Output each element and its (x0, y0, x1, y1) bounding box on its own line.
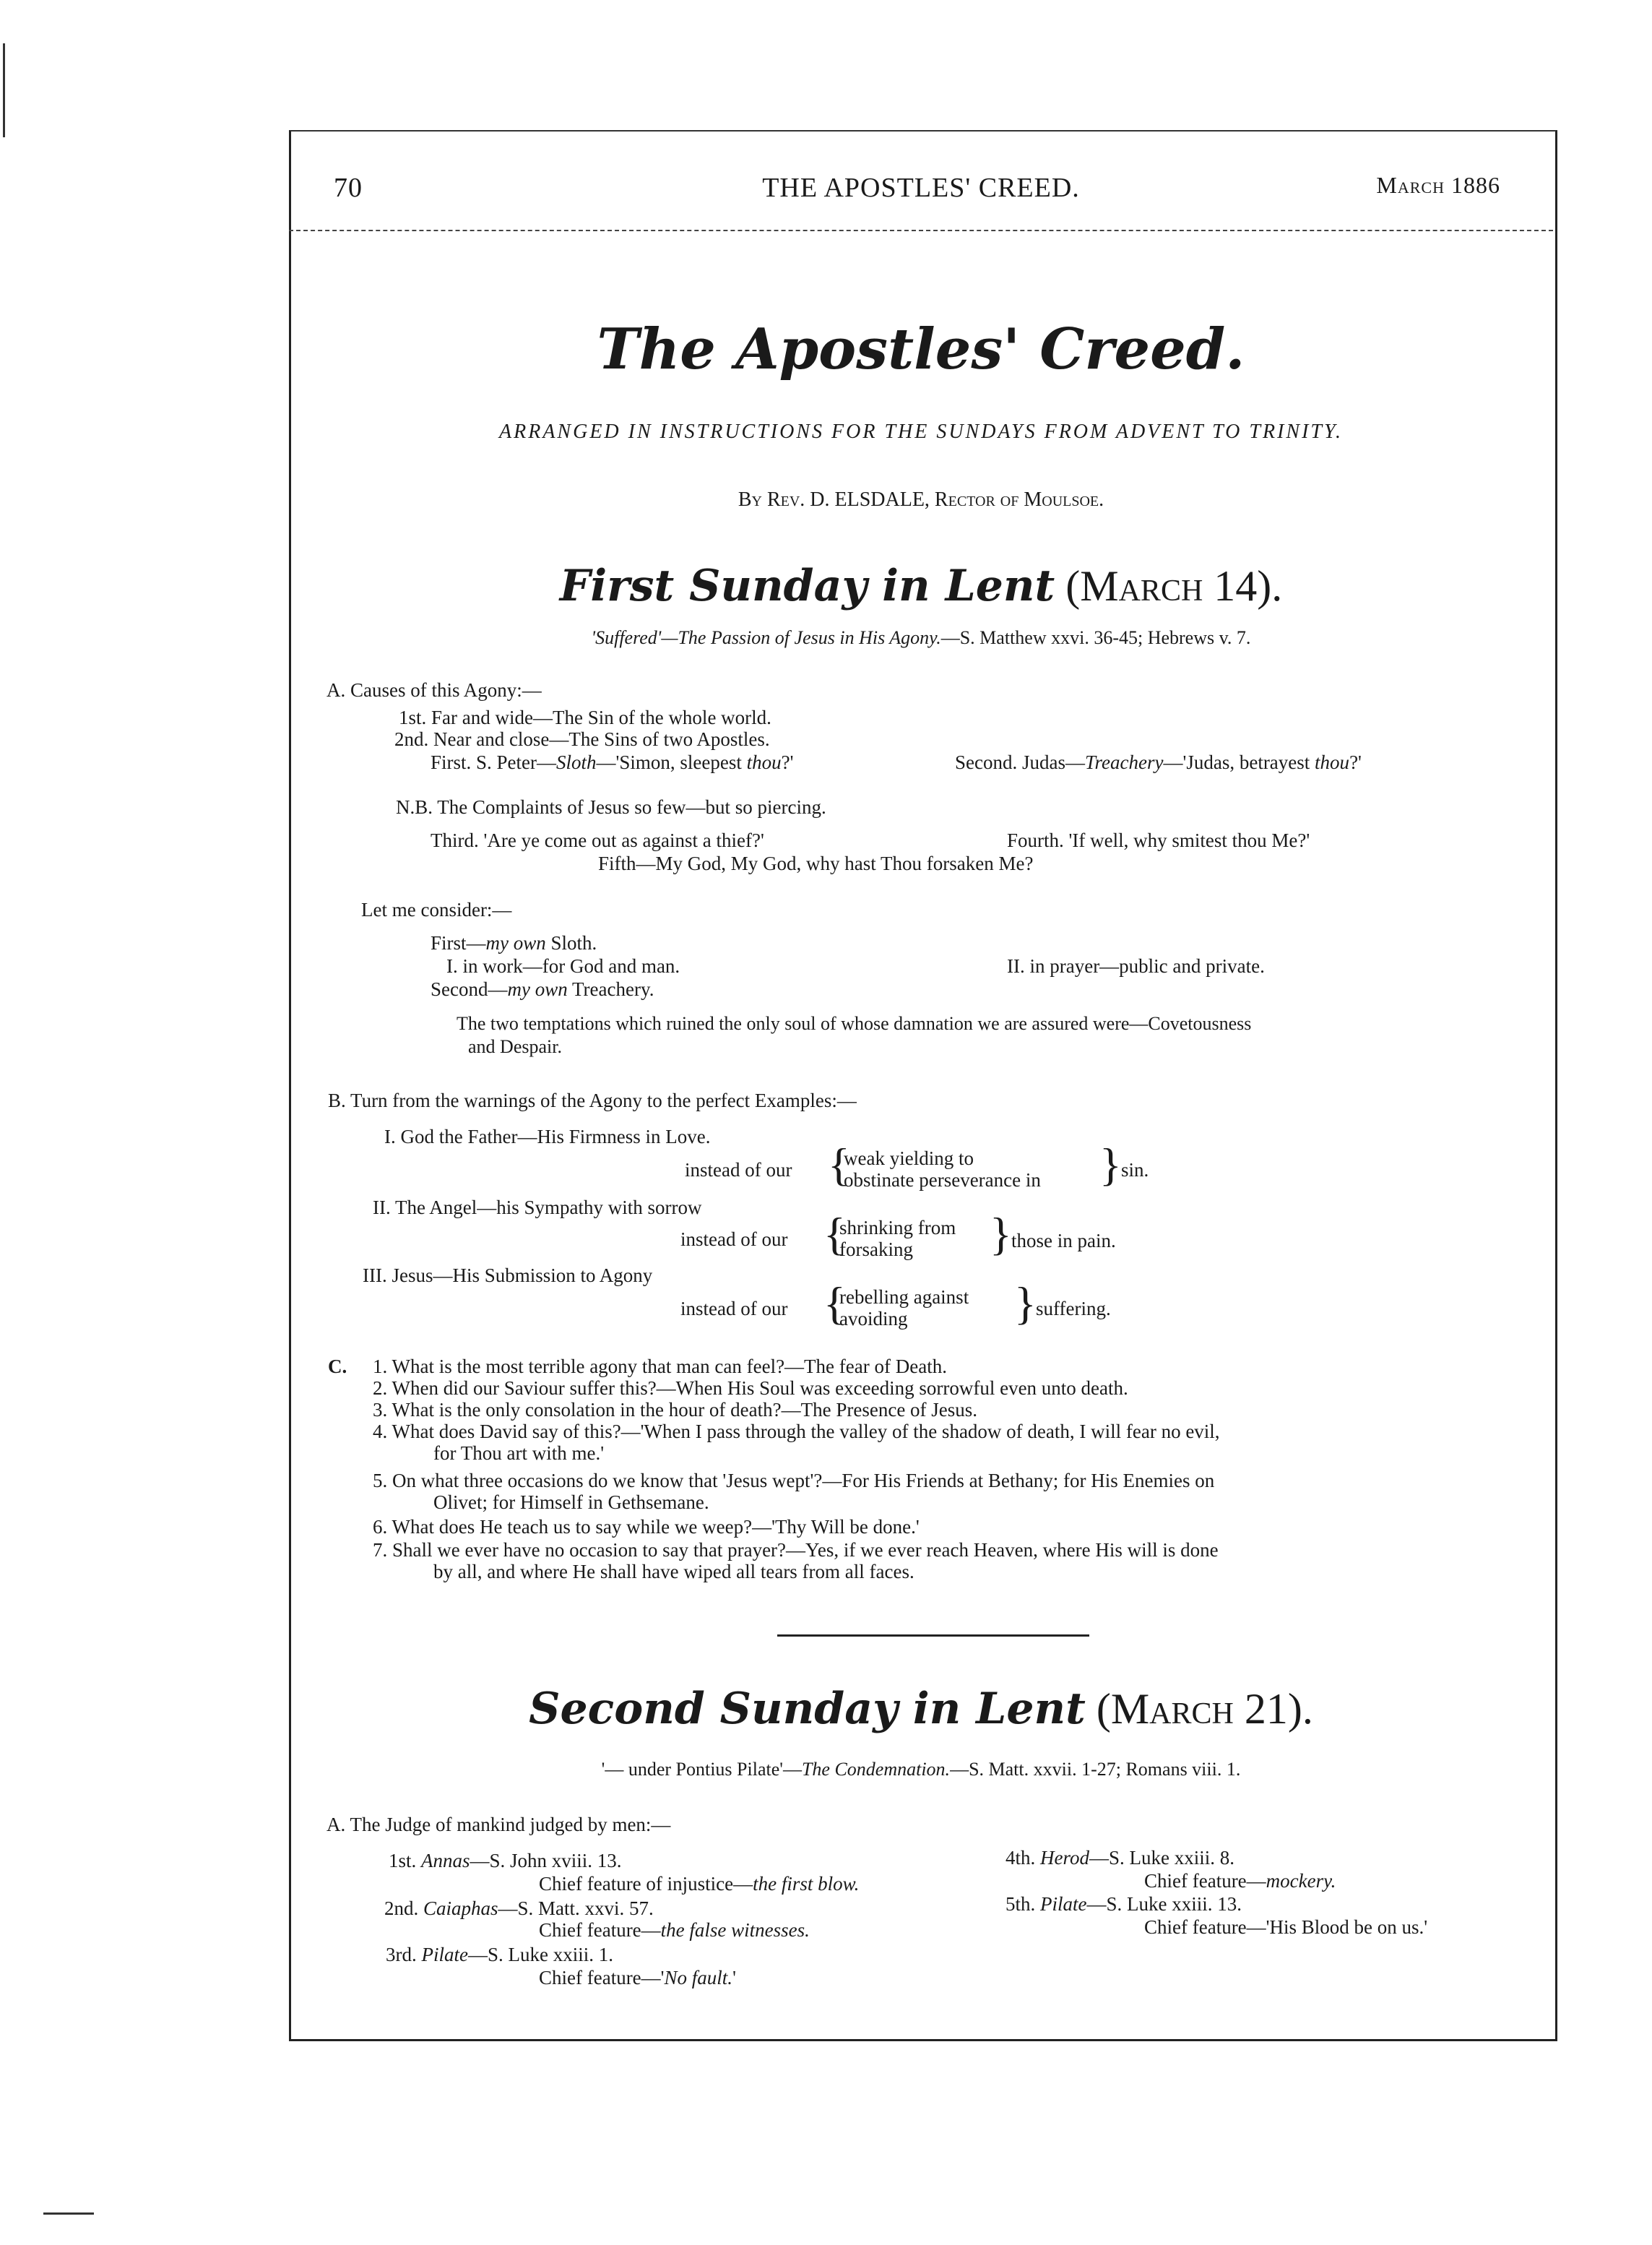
judge-2-feature: Chief feature—the false witnesses. (539, 1919, 810, 1941)
b1-object: sin. (1121, 1159, 1149, 1181)
consider-second: Second—my own Treachery. (431, 978, 654, 1000)
question-7: 7. Shall we ever have no occasion to say that prayer?—Yes, if we ever reach Heaven, where His will is done (373, 1539, 1219, 1561)
page-number: 70 (334, 173, 363, 203)
section-name: Second Sunday in Lent (529, 1684, 1086, 1734)
question-3: 3. What is the only consolation in the hour of death?—The Presence of Jesus. (373, 1399, 978, 1421)
b3-option-top: rebelling against (839, 1286, 969, 1308)
b-item-1: I. God the Father—His Firmness in Love. (384, 1126, 711, 1147)
question-1: 1. What is the most terrible agony that man can feel?—The fear of Death. (373, 1356, 947, 1377)
epigraph-subject: The Passion of Jesus in His Agony. (678, 627, 941, 648)
judge-1-feature: Chief feature of injustice—the first blow. (539, 1873, 860, 1895)
right-brace: } (1099, 1139, 1122, 1190)
b2-instead: instead of our (680, 1228, 788, 1250)
question-5: 5. On what three occasions do we know that 'Jesus wept'?—For His Friends at Bethany; for His Enemies on (373, 1470, 1215, 1491)
b2-option-bottom: forsaking (839, 1238, 913, 1260)
consider-first: First—my own Sloth. (431, 932, 597, 954)
epigraph-reference: —S. Matt. xxvii. 1-27; Romans viii. 1. (950, 1759, 1241, 1780)
epigraph-quote: '— under Pontius Pilate'— (601, 1759, 802, 1780)
consider-heading: Let me consider:— (361, 899, 512, 921)
nb-third: Third. 'Are ye come out as against a thief?' (431, 830, 764, 851)
section-divider (777, 1634, 1089, 1637)
a-item-1: 1st. Far and wide—The Sin of the whole world. (399, 707, 771, 728)
judge-3: 3rd. Pilate—S. Luke xxiii. 1. (386, 1944, 613, 1965)
question-6: 6. What does He teach us to say while we weep?—'Thy Will be done.' (373, 1516, 920, 1538)
judge-3-feature: Chief feature—'No fault.' (539, 1967, 736, 1988)
b-item-3: III. Jesus—His Submission to Agony (363, 1264, 653, 1286)
a-item-judas: Second. Judas—Treachery—'Judas, betrayest thou?' (955, 751, 1362, 773)
b3-option-bottom: avoiding (839, 1308, 908, 1330)
b2-option-top: shrinking from (839, 1217, 956, 1238)
judge-1: 1st. Annas—S. John xviii. 13. (389, 1850, 622, 1871)
a-heading: A. The Judge of mankind judged by men:— (326, 1814, 671, 1835)
b-item-2: II. The Angel—his Sympathy with sorrow (373, 1197, 702, 1218)
epigraph-reference: —S. Matthew xxvi. 36-45; Hebrews v. 7. (940, 627, 1251, 648)
epigraph (289, 1759, 1553, 1780)
epigraph (289, 627, 1553, 649)
nb-line: N.B. The Complaints of Jesus so few—but so piercing. (396, 796, 826, 818)
section-date: (March 14). (1065, 562, 1283, 610)
question-5-cont: Olivet; for Himself in Gethsemane. (433, 1491, 709, 1513)
b3-instead: instead of our (680, 1298, 788, 1319)
nb-fifth: Fifth—My God, My God, why hast Thou forsaken Me? (598, 853, 1034, 874)
page-frame (289, 130, 1557, 2041)
judge-5: 5th. Pilate—S. Luke xxiii. 13. (1006, 1893, 1242, 1915)
section-date: (March 21). (1096, 1685, 1313, 1733)
section-title-second-sunday (289, 1684, 1553, 1734)
left-brace: { (823, 1277, 846, 1329)
a-item-peter: First. S. Peter—Sloth—'Simon, sleepest thou?' (431, 751, 794, 773)
b1-instead: instead of our (685, 1159, 792, 1181)
consider-ii: II. in prayer—public and private. (1007, 955, 1265, 977)
judge-2: 2nd. Caiaphas—S. Matt. xxvi. 57. (384, 1897, 654, 1919)
left-brace: { (828, 1139, 850, 1190)
margin-mark (3, 43, 5, 137)
b-heading: B. Turn from the warnings of the Agony to the perfect Examples:— (328, 1090, 857, 1111)
section-title-first-sunday (289, 561, 1553, 611)
b1-option-top: weak yielding to (844, 1147, 974, 1169)
b3-object: suffering. (1036, 1298, 1111, 1319)
judge-4: 4th. Herod—S. Luke xxiii. 8. (1006, 1847, 1235, 1869)
judge-4-feature: Chief feature—mockery. (1144, 1870, 1336, 1892)
header-date: March 1886 (1376, 172, 1500, 198)
question-4: 4. What does David say of this?—'When I pass through the valley of the shadow of death, I will fear no evil, (373, 1421, 1220, 1442)
consider-paragraph-cont: and Despair. (468, 1036, 562, 1057)
right-brace: } (1014, 1277, 1037, 1329)
consider-i: I. in work—for God and man. (446, 955, 680, 977)
margin-mark (43, 2212, 94, 2215)
question-2: 2. When did our Saviour suffer this?—When His Soul was exceeding sorrowful even unto death. (373, 1377, 1128, 1399)
nb-fourth: Fourth. 'If well, why smitest thou Me?' (1007, 830, 1310, 851)
b1-option-bottom: obstinate perseverance in (844, 1169, 1041, 1191)
b2-object: those in pain. (1011, 1230, 1116, 1251)
consider-paragraph: The two temptations which ruined the only soul of whose damnation we are assured were—Covetousness (457, 1013, 1252, 1034)
running-title: THE APOSTLES' CREED. (762, 173, 1080, 203)
author-line: By Rev. D. ELSDALE, Rector of Moulsoe. (738, 488, 1104, 511)
epigraph-quote: 'Suffered'— (591, 627, 678, 648)
judge-5-feature: Chief feature—'His Blood be on us.' (1144, 1916, 1428, 1938)
a-heading: A. Causes of this Agony:— (326, 679, 542, 701)
section-name: First Sunday in Lent (559, 561, 1055, 611)
question-4-cont: for Thou art with me.' (433, 1442, 605, 1464)
header-rule (289, 230, 1553, 231)
page-title: The Apostles' Creed. (597, 316, 1245, 382)
left-brace: { (823, 1208, 846, 1259)
epigraph-subject: The Condemnation. (801, 1759, 951, 1780)
right-brace: } (990, 1208, 1012, 1259)
c-label: C. (328, 1356, 347, 1377)
question-7-cont: by all, and where He shall have wiped all tears from all faces. (433, 1561, 914, 1582)
subtitle: ARRANGED IN INSTRUCTIONS FOR THE SUNDAYS FROM ADVENT TO TRINITY. (499, 421, 1343, 443)
a-item-2: 2nd. Near and close—The Sins of two Apostles. (394, 728, 770, 750)
